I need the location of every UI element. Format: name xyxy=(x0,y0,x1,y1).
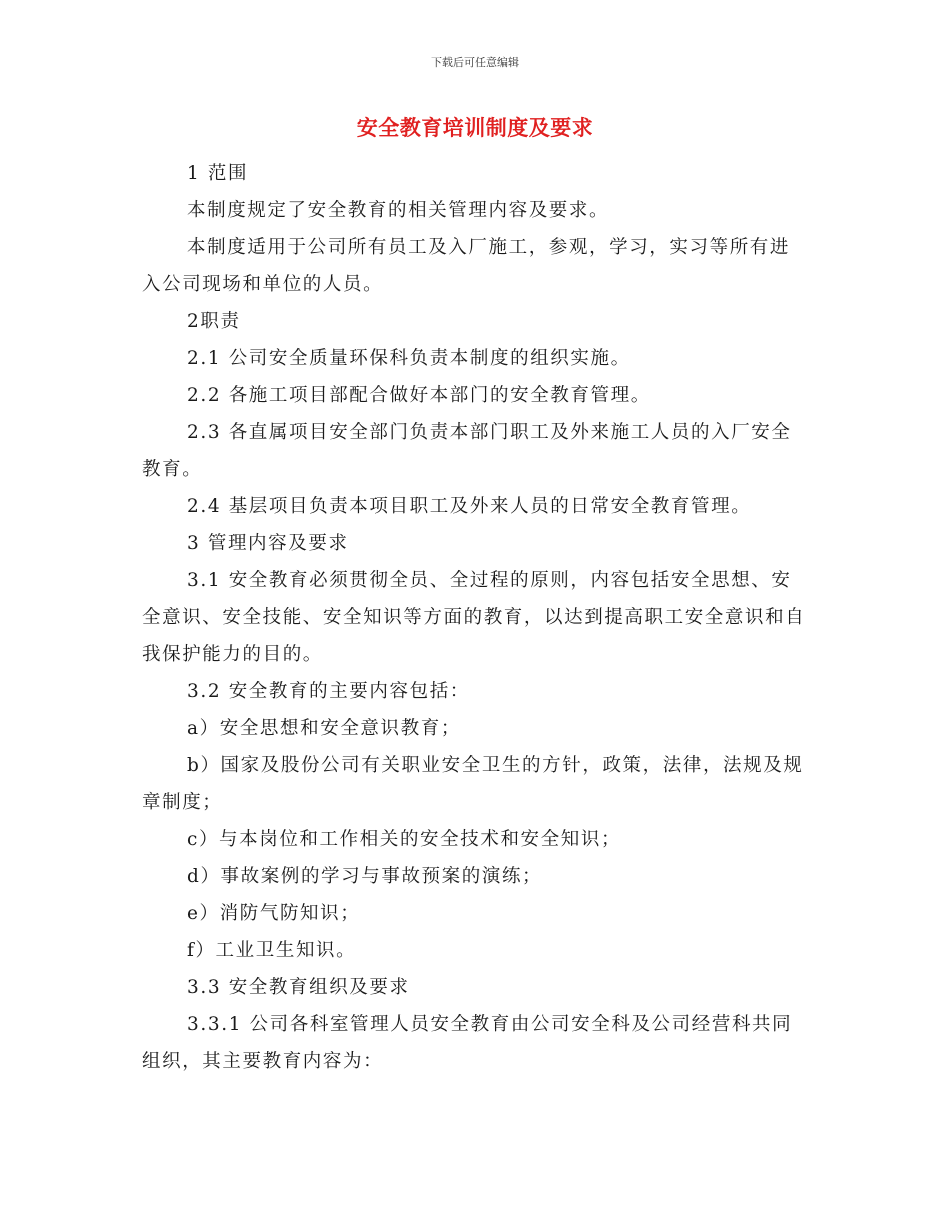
document-body xyxy=(142,155,808,1080)
clause-3-1: 3.1 安全教育必须贯彻全员、全过程的原则，内容包括安全思想、安全意识、安全技能、安全知识等方面的教育，以达到提高职工安全意识和自我保护能力的目的。 xyxy=(142,570,806,665)
list-item-d: d）事故案例的学习与事故预案的演练； xyxy=(187,866,543,887)
clause-2-3: 2.3 各直属项目安全部门负责本部门职工及外来施工人员的入厂安全教育。 xyxy=(142,422,792,480)
paragraph: 本制度规定了安全教育的相关管理内容及要求。 xyxy=(187,200,610,221)
list-item-e: e）消防气防知识； xyxy=(187,903,361,924)
paragraph: 本制度适用于公司所有员工及入厂施工，参观，学习，实习等所有进入公司现场和单位的人员。 xyxy=(142,237,791,295)
clause-3-2: 3.2 安全教育的主要内容包括： xyxy=(187,681,470,702)
clause-2-2: 2.2 各施工项目部配合做好本部门的安全教育管理。 xyxy=(187,385,651,406)
clause-2-4: 2.4 基层项目负责本项目职工及外来人员的日常安全教育管理。 xyxy=(187,496,752,517)
list-item-a: a）安全思想和安全意识教育； xyxy=(187,718,461,739)
document-title: 安全教育培训制度及要求 xyxy=(356,116,594,140)
section-heading-management: 3 管理内容及要求 xyxy=(187,533,349,554)
list-item-b: b）国家及股份公司有关职业安全卫生的方针，政策，法律，法规及规章制度； xyxy=(142,755,804,813)
page-header-note: 下载后可任意编辑 xyxy=(431,56,519,69)
clause-3-3-1: 3.3.1 公司各科室管理人员安全教育由公司安全科及公司经营科共同组织，其主要教育内容为： xyxy=(142,1014,793,1072)
section-heading-duties: 2职责 xyxy=(187,311,241,332)
clause-2-1: 2.1 公司安全质量环保科负责本制度的组织实施。 xyxy=(187,348,631,369)
clause-3-3: 3.3 安全教育组织及要求 xyxy=(187,977,410,998)
section-heading-scope: 1 范围 xyxy=(187,163,249,184)
list-item-f: f）工业卫生知识。 xyxy=(187,940,357,961)
list-item-c: c）与本岗位和工作相关的安全技术和安全知识； xyxy=(187,829,622,850)
